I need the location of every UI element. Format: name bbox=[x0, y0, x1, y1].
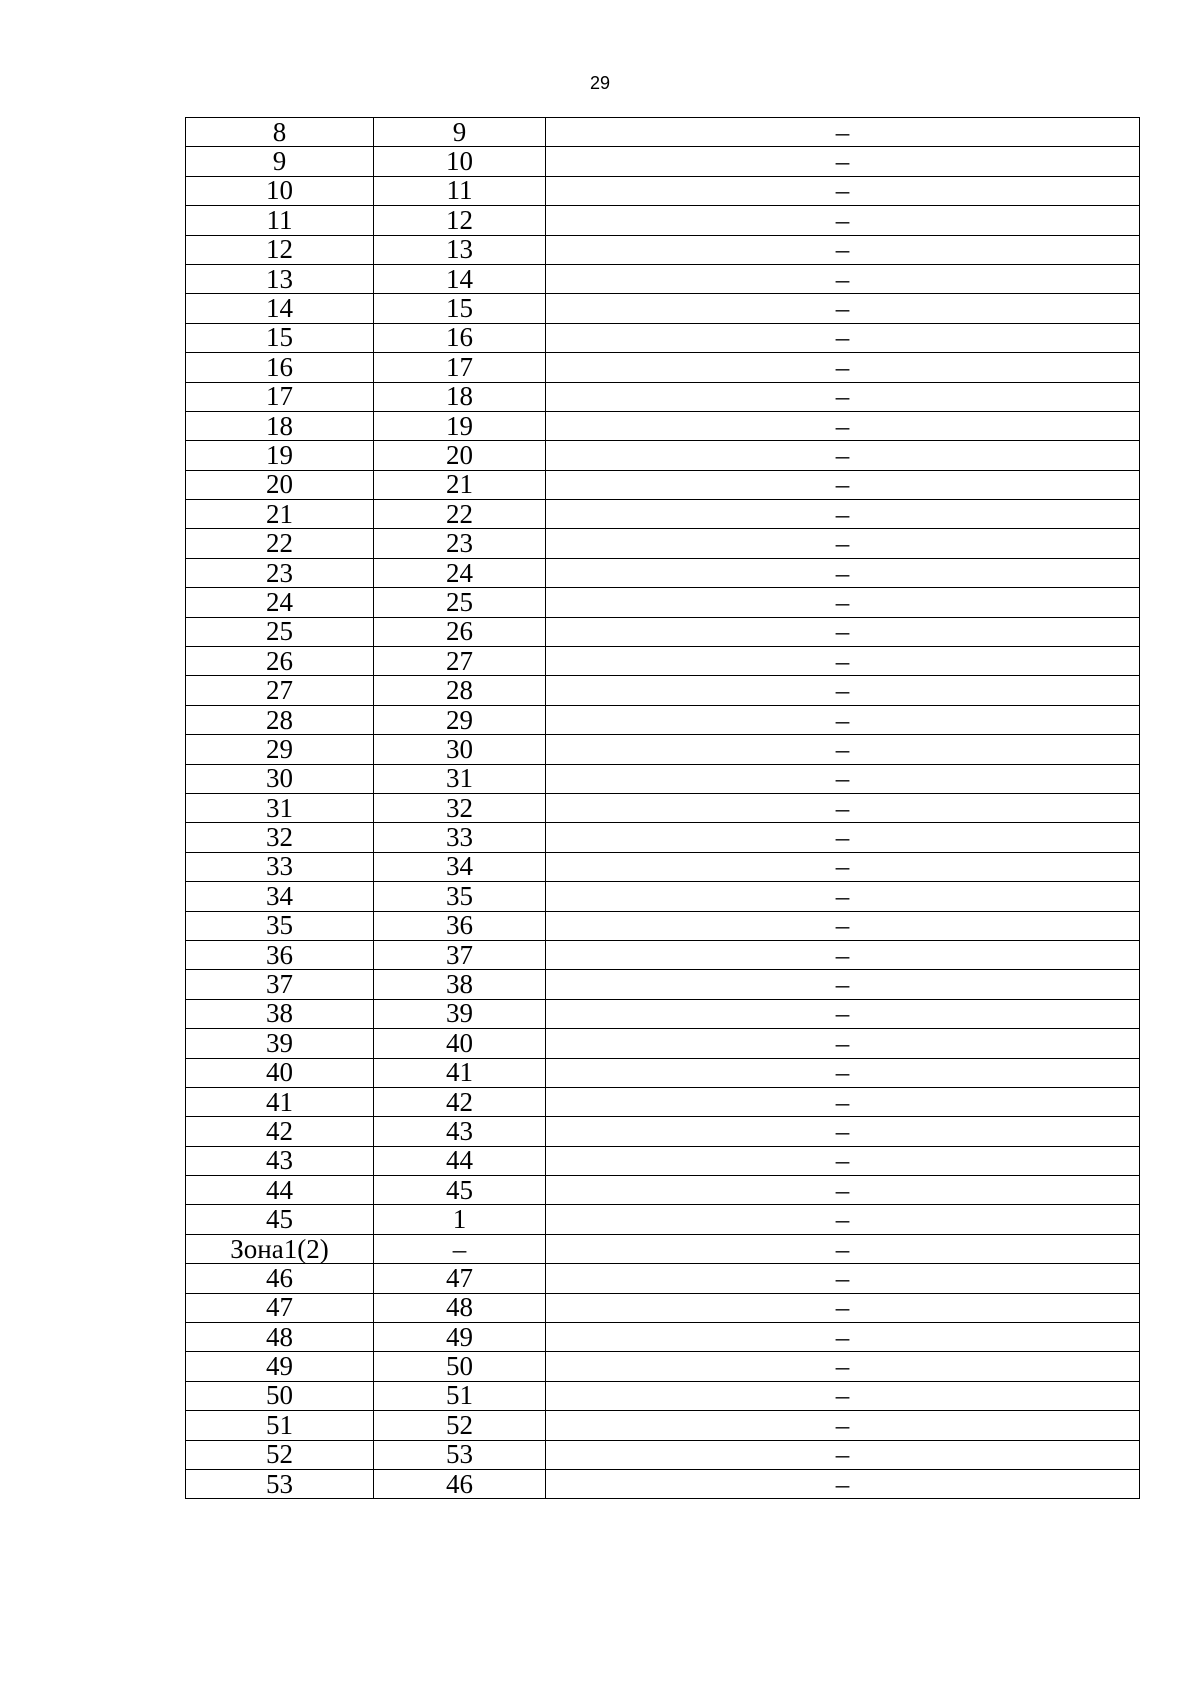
from-point-cell: Зона1(2) bbox=[186, 1234, 374, 1263]
to-point-cell: 1 bbox=[374, 1205, 546, 1234]
to-point-cell: 51 bbox=[374, 1381, 546, 1410]
note-cell: – bbox=[546, 1381, 1140, 1410]
table-row bbox=[186, 1381, 1140, 1410]
table-row bbox=[186, 1352, 1140, 1381]
from-point-cell: 50 bbox=[186, 1381, 374, 1410]
from-point-cell: 33 bbox=[186, 852, 374, 881]
from-point-cell: 41 bbox=[186, 1087, 374, 1116]
table-row bbox=[186, 940, 1140, 969]
note-cell: – bbox=[546, 1323, 1140, 1352]
to-point-cell: 45 bbox=[374, 1176, 546, 1205]
note-cell: – bbox=[546, 206, 1140, 235]
to-point-cell: 42 bbox=[374, 1087, 546, 1116]
note-cell: – bbox=[546, 823, 1140, 852]
from-point-cell: 40 bbox=[186, 1058, 374, 1087]
note-cell: – bbox=[546, 1293, 1140, 1322]
from-point-cell: 49 bbox=[186, 1352, 374, 1381]
from-point-cell: 52 bbox=[186, 1440, 374, 1469]
note-cell: – bbox=[546, 1176, 1140, 1205]
to-point-cell: 16 bbox=[374, 323, 546, 352]
note-cell: – bbox=[546, 793, 1140, 822]
from-point-cell: 48 bbox=[186, 1323, 374, 1352]
to-point-cell: 25 bbox=[374, 588, 546, 617]
note-cell: – bbox=[546, 1234, 1140, 1263]
table-row bbox=[186, 1323, 1140, 1352]
note-cell: – bbox=[546, 1264, 1140, 1293]
table-row bbox=[186, 793, 1140, 822]
to-point-cell: 19 bbox=[374, 411, 546, 440]
from-point-cell: 32 bbox=[186, 823, 374, 852]
to-point-cell: 41 bbox=[374, 1058, 546, 1087]
from-point-cell: 16 bbox=[186, 353, 374, 382]
to-point-cell: 17 bbox=[374, 353, 546, 382]
table-row bbox=[186, 353, 1140, 382]
to-point-cell: 21 bbox=[374, 470, 546, 499]
from-point-cell: 9 bbox=[186, 147, 374, 176]
from-point-cell: 29 bbox=[186, 735, 374, 764]
table-row bbox=[186, 1469, 1140, 1498]
table-row bbox=[186, 1058, 1140, 1087]
note-cell: – bbox=[546, 382, 1140, 411]
note-cell: – bbox=[546, 1029, 1140, 1058]
to-point-cell: 23 bbox=[374, 529, 546, 558]
note-cell: – bbox=[546, 735, 1140, 764]
table-row bbox=[186, 1146, 1140, 1175]
table-row bbox=[186, 1029, 1140, 1058]
table-row bbox=[186, 705, 1140, 734]
to-point-cell: 30 bbox=[374, 735, 546, 764]
to-point-cell: 49 bbox=[374, 1323, 546, 1352]
to-point-cell: 24 bbox=[374, 558, 546, 587]
note-cell: – bbox=[546, 647, 1140, 676]
from-point-cell: 37 bbox=[186, 970, 374, 999]
table-row bbox=[186, 1176, 1140, 1205]
to-point-cell: 20 bbox=[374, 441, 546, 470]
to-point-cell: 11 bbox=[374, 176, 546, 205]
from-point-cell: 25 bbox=[186, 617, 374, 646]
note-cell: – bbox=[546, 323, 1140, 352]
table-row bbox=[186, 147, 1140, 176]
table-row bbox=[186, 823, 1140, 852]
from-point-cell: 23 bbox=[186, 558, 374, 587]
to-point-cell: 32 bbox=[374, 793, 546, 822]
note-cell: – bbox=[546, 1440, 1140, 1469]
from-point-cell: 24 bbox=[186, 588, 374, 617]
table-row bbox=[186, 617, 1140, 646]
note-cell: – bbox=[546, 588, 1140, 617]
note-cell: – bbox=[546, 999, 1140, 1028]
from-point-cell: 12 bbox=[186, 235, 374, 264]
to-point-cell: 46 bbox=[374, 1469, 546, 1498]
table-row bbox=[186, 235, 1140, 264]
table-row bbox=[186, 735, 1140, 764]
note-cell: – bbox=[546, 1205, 1140, 1234]
from-point-cell: 28 bbox=[186, 705, 374, 734]
to-point-cell: 26 bbox=[374, 617, 546, 646]
from-point-cell: 30 bbox=[186, 764, 374, 793]
from-point-cell: 35 bbox=[186, 911, 374, 940]
table-row bbox=[186, 206, 1140, 235]
note-cell: – bbox=[546, 294, 1140, 323]
to-point-cell: 50 bbox=[374, 1352, 546, 1381]
from-point-cell: 31 bbox=[186, 793, 374, 822]
table-row bbox=[186, 118, 1140, 147]
table-row bbox=[186, 411, 1140, 440]
to-point-cell: 52 bbox=[374, 1411, 546, 1440]
to-point-cell: 31 bbox=[374, 764, 546, 793]
to-point-cell: 18 bbox=[374, 382, 546, 411]
table-row bbox=[186, 970, 1140, 999]
from-point-cell: 19 bbox=[186, 441, 374, 470]
from-point-cell: 14 bbox=[186, 294, 374, 323]
note-cell: – bbox=[546, 353, 1140, 382]
note-cell: – bbox=[546, 764, 1140, 793]
to-point-cell: 48 bbox=[374, 1293, 546, 1322]
note-cell: – bbox=[546, 558, 1140, 587]
table-row bbox=[186, 1293, 1140, 1322]
to-point-cell: 33 bbox=[374, 823, 546, 852]
from-point-cell: 42 bbox=[186, 1117, 374, 1146]
table-row bbox=[186, 882, 1140, 911]
table-row bbox=[186, 294, 1140, 323]
from-point-cell: 15 bbox=[186, 323, 374, 352]
to-point-cell: – bbox=[374, 1234, 546, 1263]
note-cell: – bbox=[546, 911, 1140, 940]
to-point-cell: 39 bbox=[374, 999, 546, 1028]
from-point-cell: 26 bbox=[186, 647, 374, 676]
from-point-cell: 51 bbox=[186, 1411, 374, 1440]
from-point-cell: 21 bbox=[186, 500, 374, 529]
to-point-cell: 37 bbox=[374, 940, 546, 969]
from-point-cell: 11 bbox=[186, 206, 374, 235]
from-point-cell: 36 bbox=[186, 940, 374, 969]
to-point-cell: 14 bbox=[374, 264, 546, 293]
to-point-cell: 36 bbox=[374, 911, 546, 940]
table-row bbox=[186, 500, 1140, 529]
table-row bbox=[186, 1234, 1140, 1263]
note-cell: – bbox=[546, 1058, 1140, 1087]
from-point-cell: 10 bbox=[186, 176, 374, 205]
to-point-cell: 13 bbox=[374, 235, 546, 264]
to-point-cell: 38 bbox=[374, 970, 546, 999]
table-row bbox=[186, 470, 1140, 499]
table-row bbox=[186, 1264, 1140, 1293]
table-row bbox=[186, 676, 1140, 705]
from-point-cell: 43 bbox=[186, 1146, 374, 1175]
to-point-cell: 43 bbox=[374, 1117, 546, 1146]
to-point-cell: 47 bbox=[374, 1264, 546, 1293]
from-point-cell: 22 bbox=[186, 529, 374, 558]
note-cell: – bbox=[546, 970, 1140, 999]
note-cell: – bbox=[546, 882, 1140, 911]
from-point-cell: 53 bbox=[186, 1469, 374, 1498]
note-cell: – bbox=[546, 1411, 1140, 1440]
table-body bbox=[186, 118, 1140, 1499]
note-cell: – bbox=[546, 1352, 1140, 1381]
from-point-cell: 44 bbox=[186, 1176, 374, 1205]
note-cell: – bbox=[546, 1469, 1140, 1498]
note-cell: – bbox=[546, 676, 1140, 705]
note-cell: – bbox=[546, 411, 1140, 440]
table-row bbox=[186, 558, 1140, 587]
table-row bbox=[186, 1087, 1140, 1116]
table-row bbox=[186, 529, 1140, 558]
note-cell: – bbox=[546, 1146, 1140, 1175]
table-row bbox=[186, 382, 1140, 411]
note-cell: – bbox=[546, 470, 1140, 499]
table-row bbox=[186, 1440, 1140, 1469]
from-point-cell: 20 bbox=[186, 470, 374, 499]
note-cell: – bbox=[546, 940, 1140, 969]
table-row bbox=[186, 647, 1140, 676]
note-cell: – bbox=[546, 118, 1140, 147]
from-point-cell: 27 bbox=[186, 676, 374, 705]
table-row bbox=[186, 176, 1140, 205]
to-point-cell: 12 bbox=[374, 206, 546, 235]
table-row bbox=[186, 588, 1140, 617]
to-point-cell: 35 bbox=[374, 882, 546, 911]
table-row bbox=[186, 1411, 1140, 1440]
to-point-cell: 15 bbox=[374, 294, 546, 323]
note-cell: – bbox=[546, 235, 1140, 264]
page-number: 29 bbox=[589, 73, 611, 93]
to-point-cell: 34 bbox=[374, 852, 546, 881]
from-point-cell: 47 bbox=[186, 1293, 374, 1322]
to-point-cell: 40 bbox=[374, 1029, 546, 1058]
to-point-cell: 28 bbox=[374, 676, 546, 705]
note-cell: – bbox=[546, 500, 1140, 529]
table-row bbox=[186, 264, 1140, 293]
note-cell: – bbox=[546, 147, 1140, 176]
note-cell: – bbox=[546, 176, 1140, 205]
table-row bbox=[186, 999, 1140, 1028]
from-point-cell: 39 bbox=[186, 1029, 374, 1058]
from-point-cell: 34 bbox=[186, 882, 374, 911]
to-point-cell: 29 bbox=[374, 705, 546, 734]
note-cell: – bbox=[546, 617, 1140, 646]
note-cell: – bbox=[546, 529, 1140, 558]
from-point-cell: 18 bbox=[186, 411, 374, 440]
table-row bbox=[186, 441, 1140, 470]
to-point-cell: 27 bbox=[374, 647, 546, 676]
table-row bbox=[186, 764, 1140, 793]
table-row bbox=[186, 1205, 1140, 1234]
note-cell: – bbox=[546, 852, 1140, 881]
table-row bbox=[186, 1117, 1140, 1146]
table-row bbox=[186, 852, 1140, 881]
from-point-cell: 8 bbox=[186, 118, 374, 147]
from-point-cell: 17 bbox=[186, 382, 374, 411]
note-cell: – bbox=[546, 264, 1140, 293]
to-point-cell: 53 bbox=[374, 1440, 546, 1469]
boundary-segments-table bbox=[185, 117, 1140, 1499]
from-point-cell: 46 bbox=[186, 1264, 374, 1293]
to-point-cell: 22 bbox=[374, 500, 546, 529]
from-point-cell: 38 bbox=[186, 999, 374, 1028]
from-point-cell: 13 bbox=[186, 264, 374, 293]
to-point-cell: 44 bbox=[374, 1146, 546, 1175]
note-cell: – bbox=[546, 705, 1140, 734]
to-point-cell: 10 bbox=[374, 147, 546, 176]
note-cell: – bbox=[546, 441, 1140, 470]
table-row bbox=[186, 323, 1140, 352]
note-cell: – bbox=[546, 1117, 1140, 1146]
table-row bbox=[186, 911, 1140, 940]
to-point-cell: 9 bbox=[374, 118, 546, 147]
from-point-cell: 45 bbox=[186, 1205, 374, 1234]
note-cell: – bbox=[546, 1087, 1140, 1116]
